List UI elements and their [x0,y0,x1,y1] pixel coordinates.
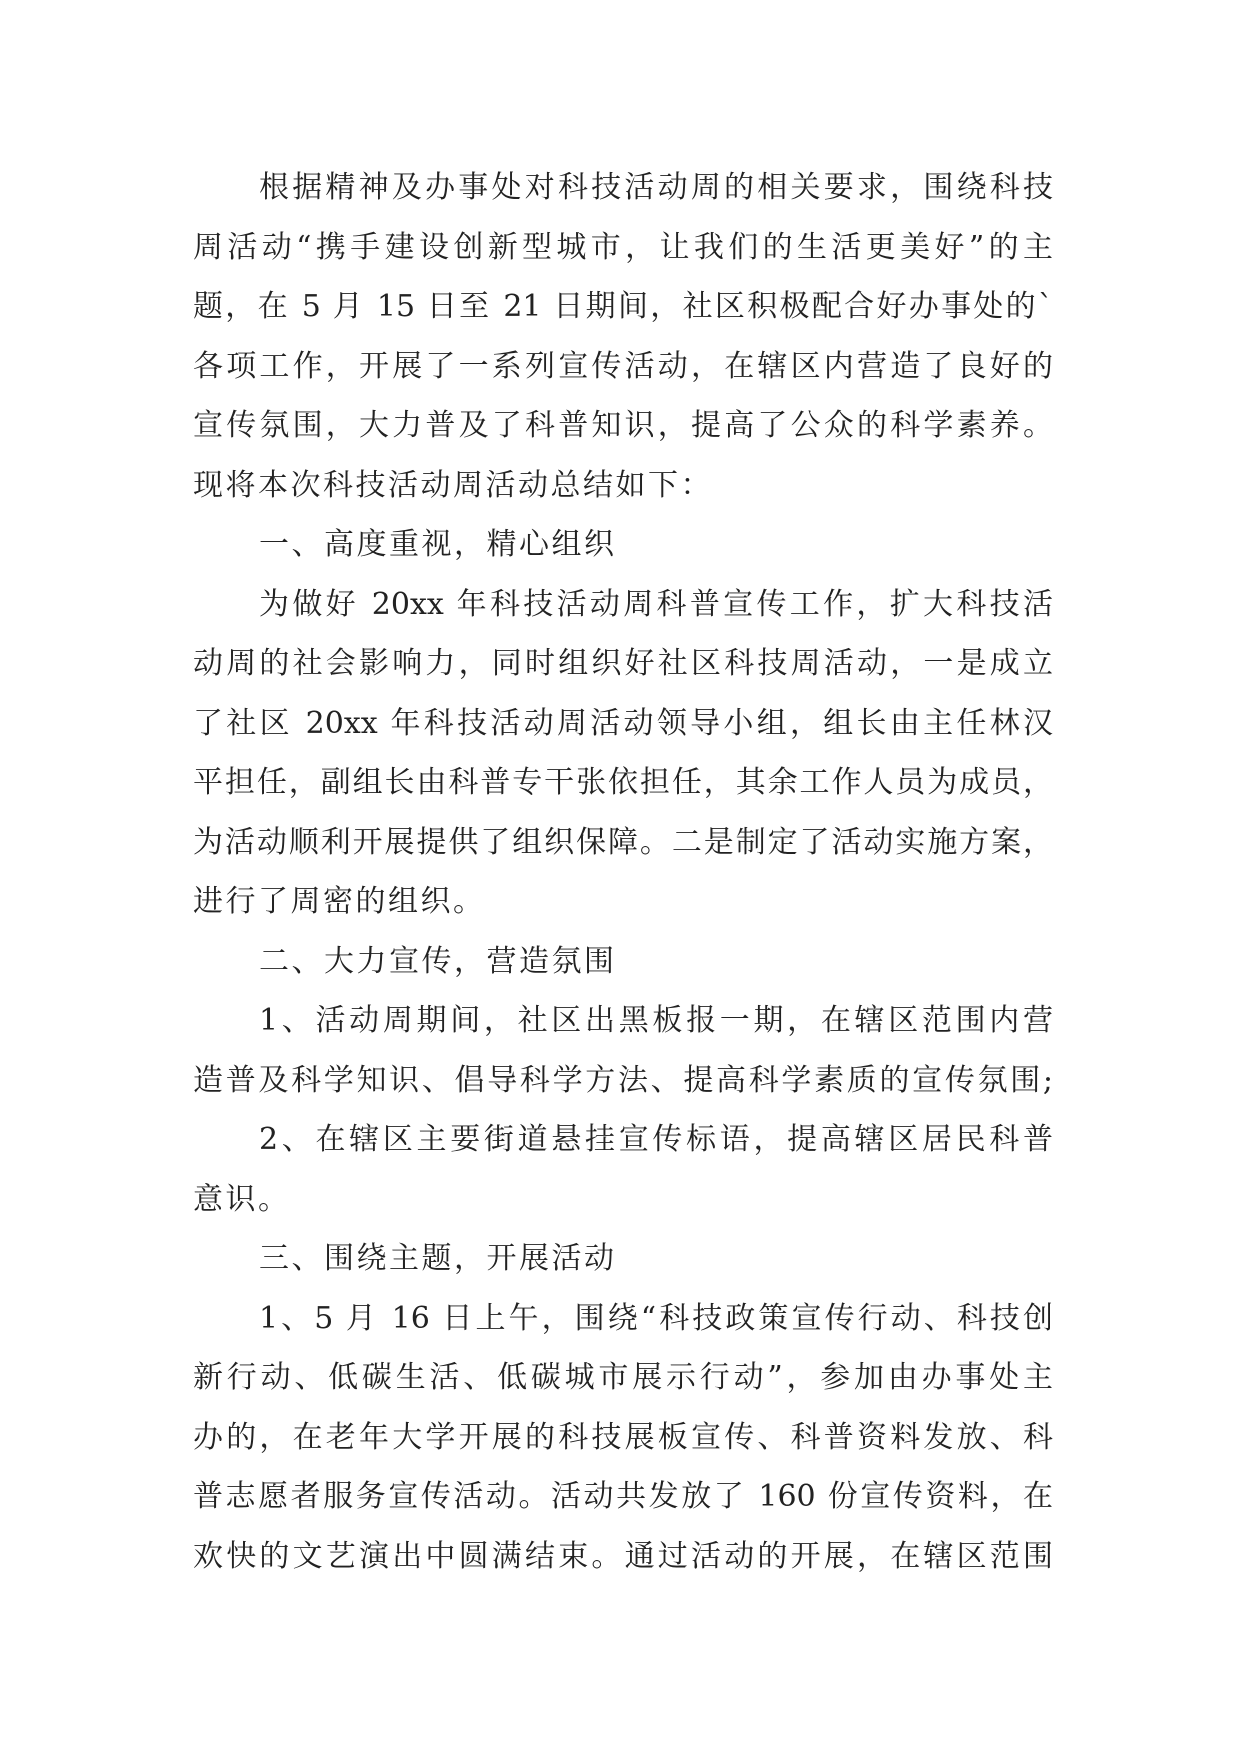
text-line: 1、5 月 16 日上午，围绕“科技政策宣传行动、科技创 [259,1300,1053,1336]
text-line: 平担任，副组长由科普专干张依担任，其余工作人员为成员， [193,765,1053,800]
text-line: 进行了周密的组织。 [193,884,486,919]
text-line: 各项工作，开展了一系列宣传活动，在辖区内营造了良好的 [193,348,1053,384]
document-body [193,158,1053,1586]
text-line: 为做好 20xx 年科技活动周科普宣传工作，扩大科技活 [259,586,1053,622]
text-line: 题，在 5 月 15 日至 21 日期间，社区积极配合好办事处的` [193,289,1053,324]
text-line: 新行动、低碳生活、低碳城市展示行动”，参加由办事处主 [193,1360,1053,1395]
text-line: 普志愿者服务宣传活动。活动共发放了 160 份宣传资料，在 [193,1479,1053,1514]
text-line: 2、在辖区主要街道悬挂宣传标语，提高辖区居民科普 [259,1122,1053,1157]
text-line: 一、高度重视，精心组织 [259,527,617,562]
text-line: 1、活动周期间，社区出黑板报一期，在辖区范围内营 [259,1003,1053,1038]
text-line: 造普及科学知识、倡导科学方法、提高科学素质的宣传氛围; [193,1062,1053,1098]
text-line: 了社区 20xx 年科技活动周活动领导小组，组长由主任林汉 [193,705,1053,741]
text-line: 宣传氛围，大力普及了科普知识，提高了公众的科学素养。 [193,408,1053,443]
text-line: 周活动“携手建设创新型城市，让我们的生活更美好”的主 [193,229,1053,265]
text-line: 现将本次科技活动周活动总结如下： [193,467,713,503]
text-line: 动周的社会影响力，同时组织好社区科技周活动，一是成立 [193,646,1053,681]
text-line: 为活动顺利开展提供了组织保障。二是制定了活动实施方案， [193,824,1053,860]
text-line: 办的，在老年大学开展的科技展板宣传、科普资料发放、科 [193,1419,1053,1455]
text-line: 三、围绕主题，开展活动 [259,1241,617,1276]
text-line: 意识。 [193,1181,291,1217]
text-line: 欢快的文艺演出中圆满结束。通过活动的开展，在辖区范围 [193,1538,1053,1574]
text-line: 根据精神及办事处对科技活动周的相关要求，围绕科技 [259,170,1053,205]
text-line: 二、大力宣传，营造氛围 [259,943,617,979]
